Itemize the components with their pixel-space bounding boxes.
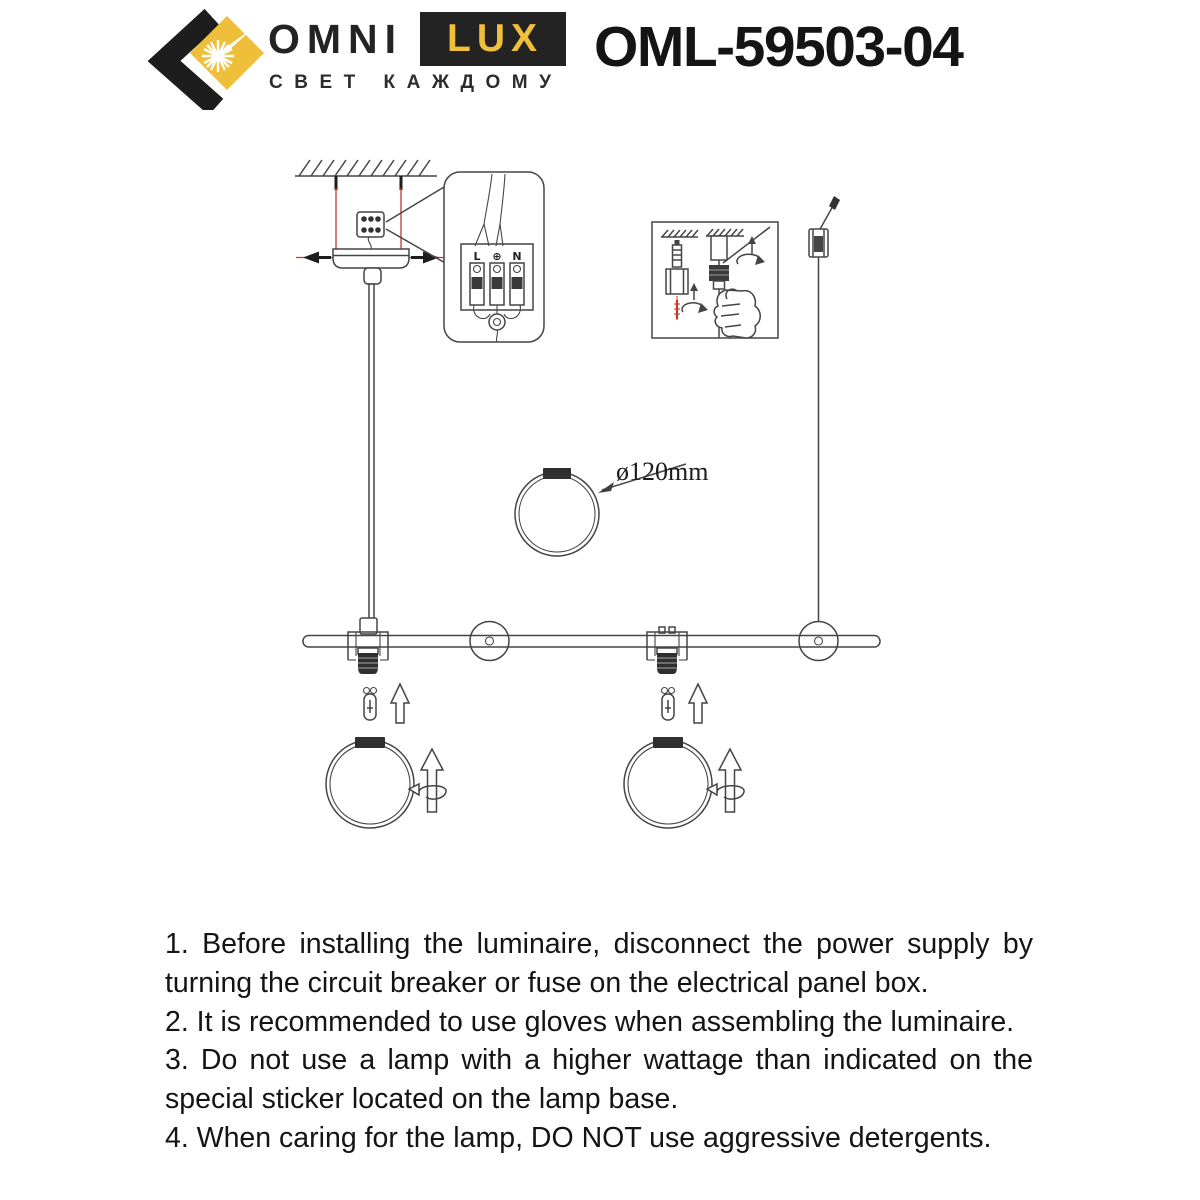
- terminal-label-earth: ⊕: [492, 250, 502, 263]
- instruction-item-1: 1. Before installing the luminaire, disconnect the power supply by turning the circuit breaker or fuse on the electrical panel box.: [165, 928, 1033, 999]
- hand-icon: [714, 289, 760, 338]
- pendant-ring-1: [326, 737, 414, 828]
- connector-pin-1: [364, 688, 377, 721]
- instruction-item-2: 2. It is recommended to use gloves when assembling the luminaire.: [165, 1005, 1015, 1038]
- terminal-label-live: L: [473, 250, 481, 263]
- cord-adjuster: [809, 196, 840, 257]
- insert-arrow-2: [689, 684, 707, 723]
- bar-clamp-2: [647, 627, 687, 674]
- brand-tagline: СВЕТ КАЖДОМУ: [269, 72, 563, 93]
- instructions-block: [165, 925, 1033, 1158]
- instruction-item-4: 4. When caring for the lamp, DO NOT use aggressive detergents.: [165, 1121, 992, 1154]
- brand-accent-text: LUX: [447, 17, 543, 60]
- assembly-detail-box: [652, 222, 778, 338]
- model-number: OML-59503-04: [594, 15, 963, 79]
- connector-pin-2: [662, 688, 675, 721]
- ring-dimension: [515, 457, 708, 556]
- terminal-block: [357, 212, 384, 249]
- detail-right-panel: [706, 227, 770, 338]
- pendant-ring-2: [624, 737, 712, 828]
- brand-primary-text: OMNI: [268, 16, 404, 62]
- terminal-label-neutral: N: [512, 250, 522, 263]
- terminal-connectors: [470, 263, 524, 305]
- horizontal-bar: [303, 636, 880, 648]
- instruction-item-3: 3. Do not use a lamp with a higher wattage than indicated on the special sticker located on the lamp base.: [165, 1044, 1033, 1116]
- screw-icon: [674, 300, 680, 319]
- detail-left-panel: [661, 230, 708, 320]
- ceiling-canopy: [333, 249, 409, 284]
- dimension-arrow: [598, 482, 614, 493]
- dimension-label: ø120mm: [616, 457, 709, 486]
- rotate-arrow-icon-2: [737, 236, 765, 265]
- slide-arrow-left: [303, 252, 331, 264]
- wiring-detail-callout: [444, 172, 544, 342]
- ceiling: [295, 160, 437, 176]
- insert-arrow-1: [391, 684, 409, 723]
- suspension-rod: [369, 284, 374, 621]
